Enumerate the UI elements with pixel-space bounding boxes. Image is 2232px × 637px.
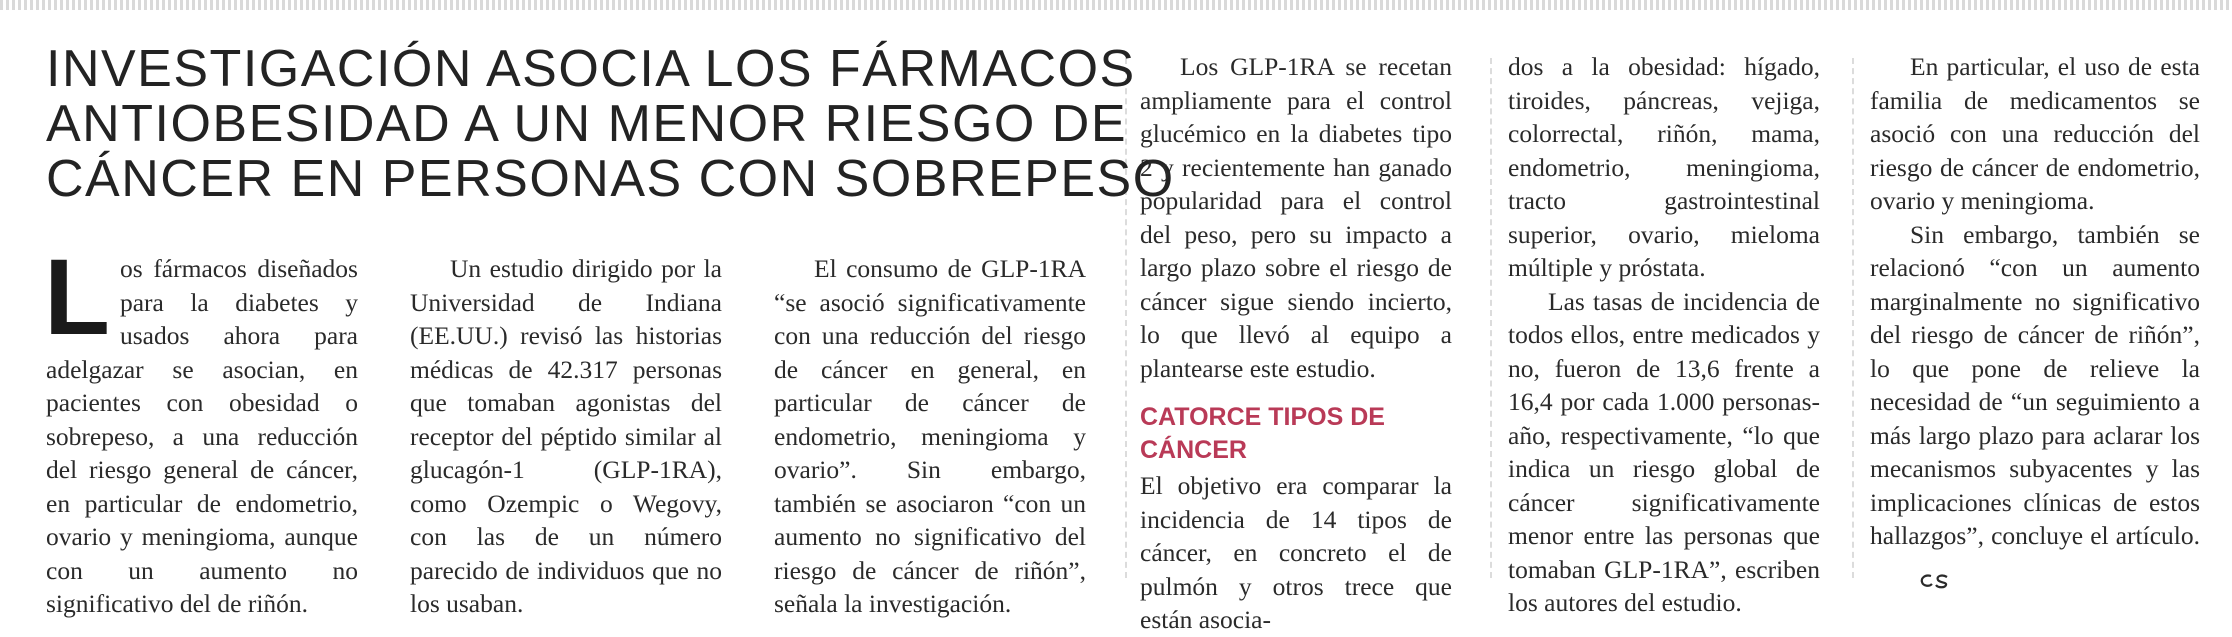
body-paragraph: En particular, el uso de esta familia de medicamentos se asoció con una reducción del riesgo de cáncer de endometrio, ovario y meningioma. bbox=[1870, 52, 2200, 215]
body-paragraph: El consumo de GLP-1RA “se asoció significativamente con una reducción del riesgo de cáncer en general, en particular de cáncer de endometrio, meningioma y ovario”. Sin embargo, también se asociaron “con un aumento no significativo del riesgo de cáncer de riñón”, señala la investigación. bbox=[774, 254, 1086, 618]
article-column-3 bbox=[774, 252, 1086, 618]
headline-line: INVESTIGACIÓN ASOCIA LOS FÁRMACOS bbox=[46, 40, 1136, 98]
body-paragraph: Los GLP-1RA se recetan ampliamente para el control glucémico en la diabetes tipo 2 y recientemente han ganado popularidad para el control del peso, pero su impacto a largo plazo sobre el riesgo de cáncer sigue siendo incierto, lo que llevó al equipo a plantearse este estudio. bbox=[1140, 52, 1452, 383]
article-headline bbox=[46, 40, 1175, 208]
page-top-edge bbox=[0, 0, 2232, 10]
article-column-4 bbox=[1140, 50, 1452, 634]
section-subheading: CATORCE TIPOS DE CÁNCER bbox=[1140, 403, 1385, 464]
article-column-1 bbox=[44, 236, 358, 618]
body-paragraph: Las tasas de incidencia de todos ellos, entre medicados y no, fueron de 13,6 frente a 16,4 por cada 1.000 personas-año, respectivamente, “lo que indica un riesgo global de cáncer significativamente menor entre las personas que tomaban GLP-1RA”, escriben los autores del estudio. bbox=[1508, 286, 1820, 617]
body-paragraph: dos a la obesidad: hígado, tiroides, páncreas, vejiga, colorrectal, riñón, mama, endometrio, meningioma, tracto gastrointestinal superior, ovario, mieloma múltiple y próstata. bbox=[1508, 52, 1820, 282]
end-mark-icon bbox=[1880, 564, 1910, 580]
drop-cap: L bbox=[44, 236, 110, 357]
article-column-5 bbox=[1508, 50, 1820, 617]
headline-line: ANTIOBESIDAD A UN MENOR RIESGO DE bbox=[46, 95, 1128, 153]
article-column-2 bbox=[410, 252, 722, 618]
body-paragraph bbox=[1870, 218, 2200, 587]
article-column-6 bbox=[1870, 50, 2200, 600]
lead-paragraph bbox=[44, 236, 358, 621]
body-paragraph: El objetivo era comparar la incidencia de 14 tipos de cáncer, en concreto el de pulmón y otros trece que están asocia- bbox=[1140, 471, 1452, 634]
column-divider bbox=[1490, 58, 1492, 578]
headline-line: CÁNCER EN PERSONAS CON SOBREPESO bbox=[46, 150, 1175, 208]
lead-paragraph-text: os fármacos diseñados para la diabetes y usados ahora para adelgazar se asocian, en pacientes con obesidad o sobrepeso, a una reducción del riesgo general de cáncer, en particular de endometrio, ovario y meningioma, aunque con un aumento no significativo del de riñón. bbox=[46, 254, 358, 618]
body-paragraph: Un estudio dirigido por la Universidad de Indiana (EE.UU.) revisó las historias médicas de 42.317 personas que tomaban agonistas del receptor del péptido similar al glucagón-1 (GLP-1RA), como Ozempic o Wegovy, con las de un número parecido de individuos que no los usaban. bbox=[410, 254, 722, 618]
column-divider bbox=[1852, 58, 1854, 578]
closing-paragraph-text: Sin embargo, también se relacionó “con un aumento marginalmente no significativo del riesgo de cáncer de riñón”, lo que pone de relieve la necesidad de “un seguimiento a más largo plazo para aclarar los mecanismos subyacentes y las implicaciones clínicas de estos hallazgos”, concluye el artículo. bbox=[1870, 219, 2200, 550]
